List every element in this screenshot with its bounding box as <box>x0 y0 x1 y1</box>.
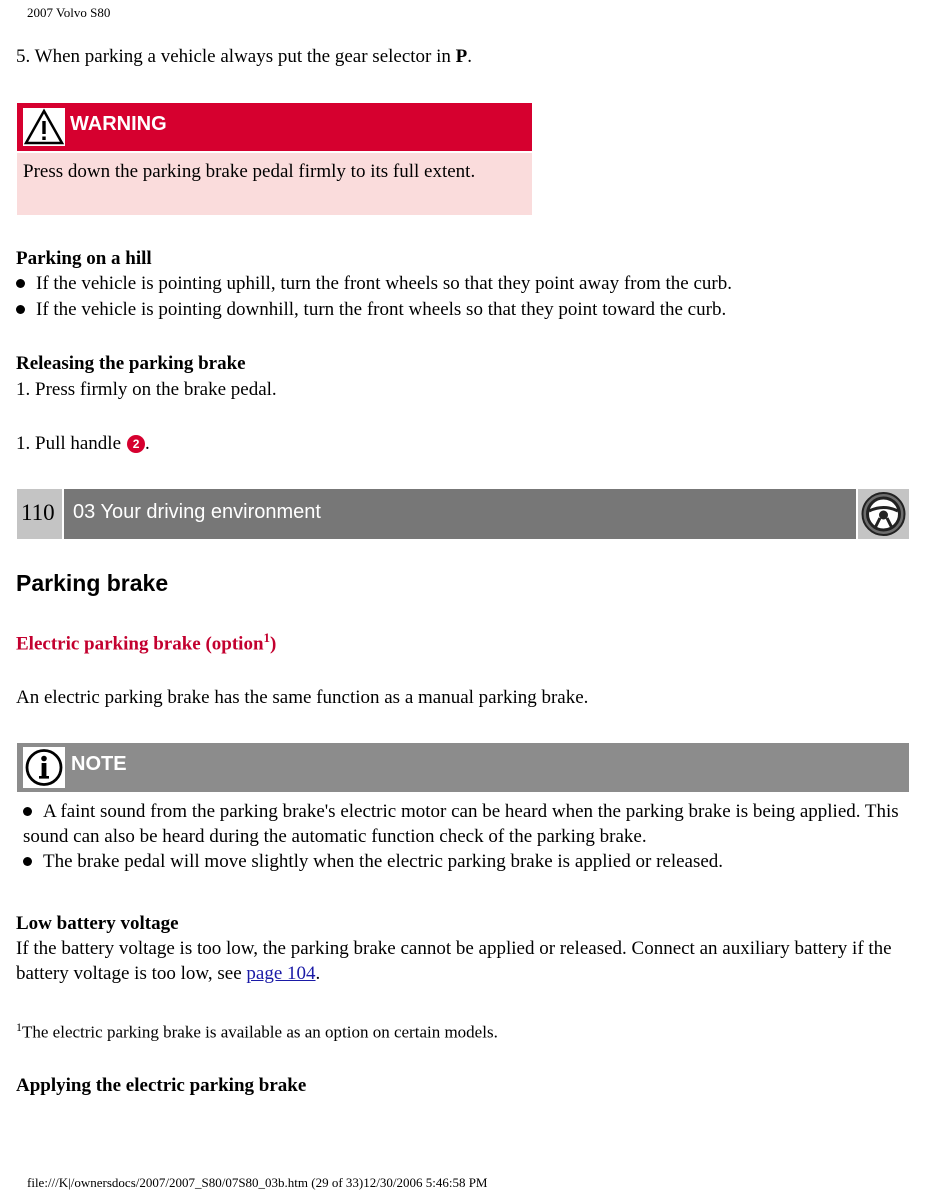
list-item <box>16 297 726 322</box>
footnote-marker: 1 <box>16 1020 22 1034</box>
info-icon <box>23 747 65 788</box>
intro-text: An electric parking brake has the same function as a manual parking brake. <box>16 687 589 708</box>
document-header-title: 2007 Volvo S80 <box>27 5 111 20</box>
list-item-text: If the vehicle is pointing downhill, turn the front wheels so that they point toward the curb. <box>36 299 727 320</box>
steering-wheel-icon <box>858 489 909 539</box>
low-battery-suffix: . <box>315 963 321 984</box>
footnote-marker: 1 <box>263 630 271 645</box>
bullet-icon <box>23 807 32 816</box>
list-item-text: A faint sound from the parking brake's electric motor can be heard when the parking brake is being applied. This sound can also be heard during the automatic function check of the parking brake. <box>23 801 899 847</box>
chapter-title: 03 Your driving environment <box>73 501 321 523</box>
list-item <box>23 849 903 874</box>
page-number: 110 <box>21 500 55 525</box>
note-label: NOTE <box>71 753 127 775</box>
list-item-text: The brake pedal will move slightly when the electric parking brake is applied or released. <box>43 851 724 872</box>
bullet-icon <box>23 857 32 866</box>
electric-parking-brake-heading <box>16 630 276 655</box>
step-5-text <box>16 46 472 68</box>
low-battery-text <box>16 936 911 986</box>
bullet-icon <box>16 279 25 288</box>
subheading-end: ) <box>270 633 277 655</box>
step-5-suffix: . <box>467 46 473 67</box>
warning-label: WARNING <box>70 113 167 135</box>
footer-file-path: file:///K|/ownersdocs/2007/2007_S80/07S80_03b.htm (29 of 33)12/30/2006 5:46:58 PM <box>27 1175 488 1190</box>
list-item <box>23 799 903 849</box>
bullet-icon <box>16 305 25 314</box>
release-step-2-text: 1. Pull handle <box>16 433 122 454</box>
footnote-text: The electric parking brake is available as an option on certain models. <box>22 1022 498 1042</box>
page-number-box <box>17 489 62 539</box>
footnote <box>16 1020 498 1043</box>
release-step-2 <box>16 431 150 456</box>
list-item <box>16 271 732 296</box>
note-list <box>23 799 903 874</box>
note-box <box>17 743 909 792</box>
chapter-bar <box>64 489 856 539</box>
page-104-link[interactable]: page 104 <box>246 963 316 984</box>
list-item-text: If the vehicle is pointing uphill, turn the front wheels so that they point away from the curb. <box>36 273 732 294</box>
warning-box <box>17 103 532 215</box>
low-battery-heading: Low battery voltage <box>16 913 179 934</box>
releasing-parking-brake-heading: Releasing the parking brake <box>16 353 246 374</box>
warning-bar <box>17 103 532 151</box>
warning-body <box>17 153 532 215</box>
step-5-prefix: 5. When parking a vehicle always put the gear selector in <box>16 46 456 67</box>
release-step-1: 1. Press firmly on the brake pedal. <box>16 379 277 400</box>
subheading-text: Electric parking brake (option <box>16 633 264 655</box>
parking-on-hill-heading: Parking on a hill <box>16 248 152 269</box>
low-battery-body: If the battery voltage is too low, the parking brake cannot be applied or released. Connect an auxiliary battery if the battery voltage is too low, see <box>16 938 892 984</box>
gear-p: P <box>455 46 468 67</box>
applying-parking-brake-heading: Applying the electric parking brake <box>16 1075 307 1096</box>
number-2-icon: 2 <box>127 435 145 453</box>
warning-text: Press down the parking brake pedal firmly to its full extent. <box>23 161 476 182</box>
section-title: Parking brake <box>16 570 169 596</box>
release-step-2-suffix: . <box>145 433 150 454</box>
warning-triangle-icon <box>23 108 65 146</box>
